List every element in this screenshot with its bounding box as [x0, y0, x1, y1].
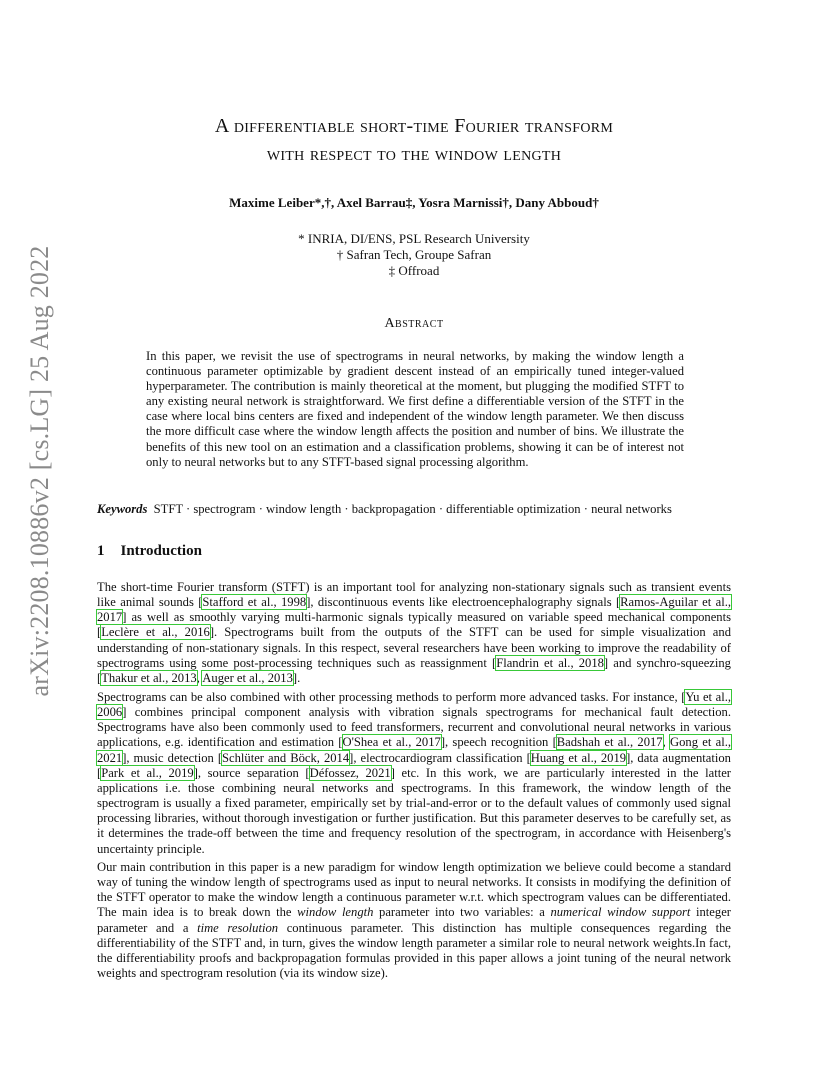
citation-link[interactable]: Park et al., 2019	[101, 765, 194, 780]
keywords-line	[97, 502, 737, 517]
citation-link[interactable]: Badshah et al., 2017	[556, 735, 663, 750]
keywords-text: STFT · spectrogram · window length · backpropagation · differentiable optimization · neural networks	[153, 502, 672, 516]
affiliation-2: † Safran Tech, Groupe Safran	[336, 247, 492, 262]
citation-link[interactable]: Stafford et al., 1998	[202, 595, 307, 610]
citation-link[interactable]: Ramos-Aguilar et al., 2017	[97, 595, 731, 625]
keywords-label: Keywords	[97, 502, 148, 516]
author-list: Maxime Leiber*,†, Axel Barrau‡, Yosra Marnissi†, Dany Abboud†	[229, 195, 599, 210]
arxiv-identifier: arXiv:2208.10886v2 [cs.LG] 25 Aug 2022	[25, 245, 54, 697]
citation-link[interactable]: O'Shea et al., 2017	[342, 735, 441, 750]
citation-link[interactable]: Leclère et al., 2016	[101, 625, 210, 640]
citation-link[interactable]: Yu et al., 2006	[97, 690, 731, 720]
abstract-heading: Abstract	[384, 316, 444, 331]
citation-link[interactable]: Schlüter and Böck, 2014	[222, 750, 350, 765]
paper-title-line-1: A differentiable short-time Fourier transform	[214, 115, 614, 137]
affiliation-1: * INRIA, DI/ENS, PSL Research University	[298, 231, 530, 246]
citation-link[interactable]: Défossez, 2021	[309, 765, 391, 780]
citation-link[interactable]: Gong et al., 2021	[97, 735, 732, 765]
paper-title-line-2: with respect to the window length	[266, 143, 562, 165]
intro-paragraph-2: Spectrograms can be also combined with other processing methods to perform more advanced tasks. For instance, [Yu et al., 2006] combines principal component analysis with vibration signals spectrograms for mechanical fault detection. Spectrograms have also been commonly used to feed transformers, recurrent and convolutional neural networks in various applications, e.g. identification and estimation [O'Shea et al., 2017], speech recognition [Badshah et al., 2017, Gong et al., 2021], music detection [Schlüter and Böck, 2014], electrocardiogram classification [Huang et al., 2019], data augmentation [Park et al., 2019], source separation [Défossez, 2021] etc. In this work, we are particularly interested in the latter applications i.e. those combining neural networks and spectrograms. In this framework, the window length of the spectrogram is usually a fixed parameter, empirically set by trial-and-error or to the default values of commonly used signal processing libraries, without thorough investigation or further justification. But this parameter deserves to be carefully set, as it determines the trade-off between the time and frequency resolution of the spectrogram, in accordance with Heisenberg's uncertainty principle.	[97, 690, 732, 856]
affiliation-3: ‡ Offroad	[388, 263, 440, 278]
section-heading-introduction: 1 Introduction	[97, 543, 202, 559]
intro-paragraph-3: Our main contribution in this paper is a new paradigm for window length optimization we believe could become a standard way of tuning the window length of spectrograms used as input to neural networks. It consists in modifying the definition of the STFT operator to make the window length a continuous parameter w.r.t. which spectrogram values can be differentiated. The main idea is to break down the window length parameter into two variables: a numerical window support integer parameter and a time resolution continuous parameter. This distinction has multiple consequences regarding the differentiability of the STFT and, in turn, gives the window length parameter a similar role to neural network weights.In fact, the differentiability proofs and backpropagation formulas provided in this paper allows a joint tuning of the neural network weights and spectrogram resolution (via its window size).	[97, 860, 731, 981]
citation-link[interactable]: Thakur et al., 2013	[101, 670, 197, 685]
abstract-text: In this paper, we revisit the use of spectrograms in neural networks, by making the window length a continuous parameter optimizable by gradient descent instead of an empirically tuned integer-valued hyperparameter. The contribution is mainly theoretical at the moment, but plugging the modified STFT to any existing neural network is straightforward. We first define a differentiable version of the STFT in the case where local bins centers are fixed and independent of the window length parameter. We then discuss the more difficult case where the window length affects the position and number of bins. We illustrate the benefits of this new tool on an estimation and a classification problems, showing it can be of interest not only to neural networks but to any STFT-based signal processing algorithm.	[146, 349, 684, 469]
citation-link[interactable]: Huang et al., 2019	[530, 750, 627, 765]
citation-link[interactable]: Auger et al., 2013	[202, 670, 293, 685]
intro-paragraph-1: The short-time Fourier transform (STFT) is an important tool for analyzing non-stationary signals such as transient events like animal sounds [Stafford et al., 1998], discontinuous events like electroencephalography signals [Ramos-Aguilar et al., 2017] as well as smoothly varying multi-harmonic signals typically measured on variable speed mechanical components [Leclère et al., 2016]. Spectrograms built from the outputs of the STFT can be used for simple visualization and understanding of non-stationary signals. In this respect, several researchers have been working to improve the readability of spectrograms using some post-processing techniques such as reassignment [Flandrin et al., 2018] and synchro-squeezing [Thakur et al., 2013, Auger et al., 2013].	[97, 580, 731, 685]
citation-link[interactable]: Flandrin et al., 2018	[496, 655, 604, 670]
